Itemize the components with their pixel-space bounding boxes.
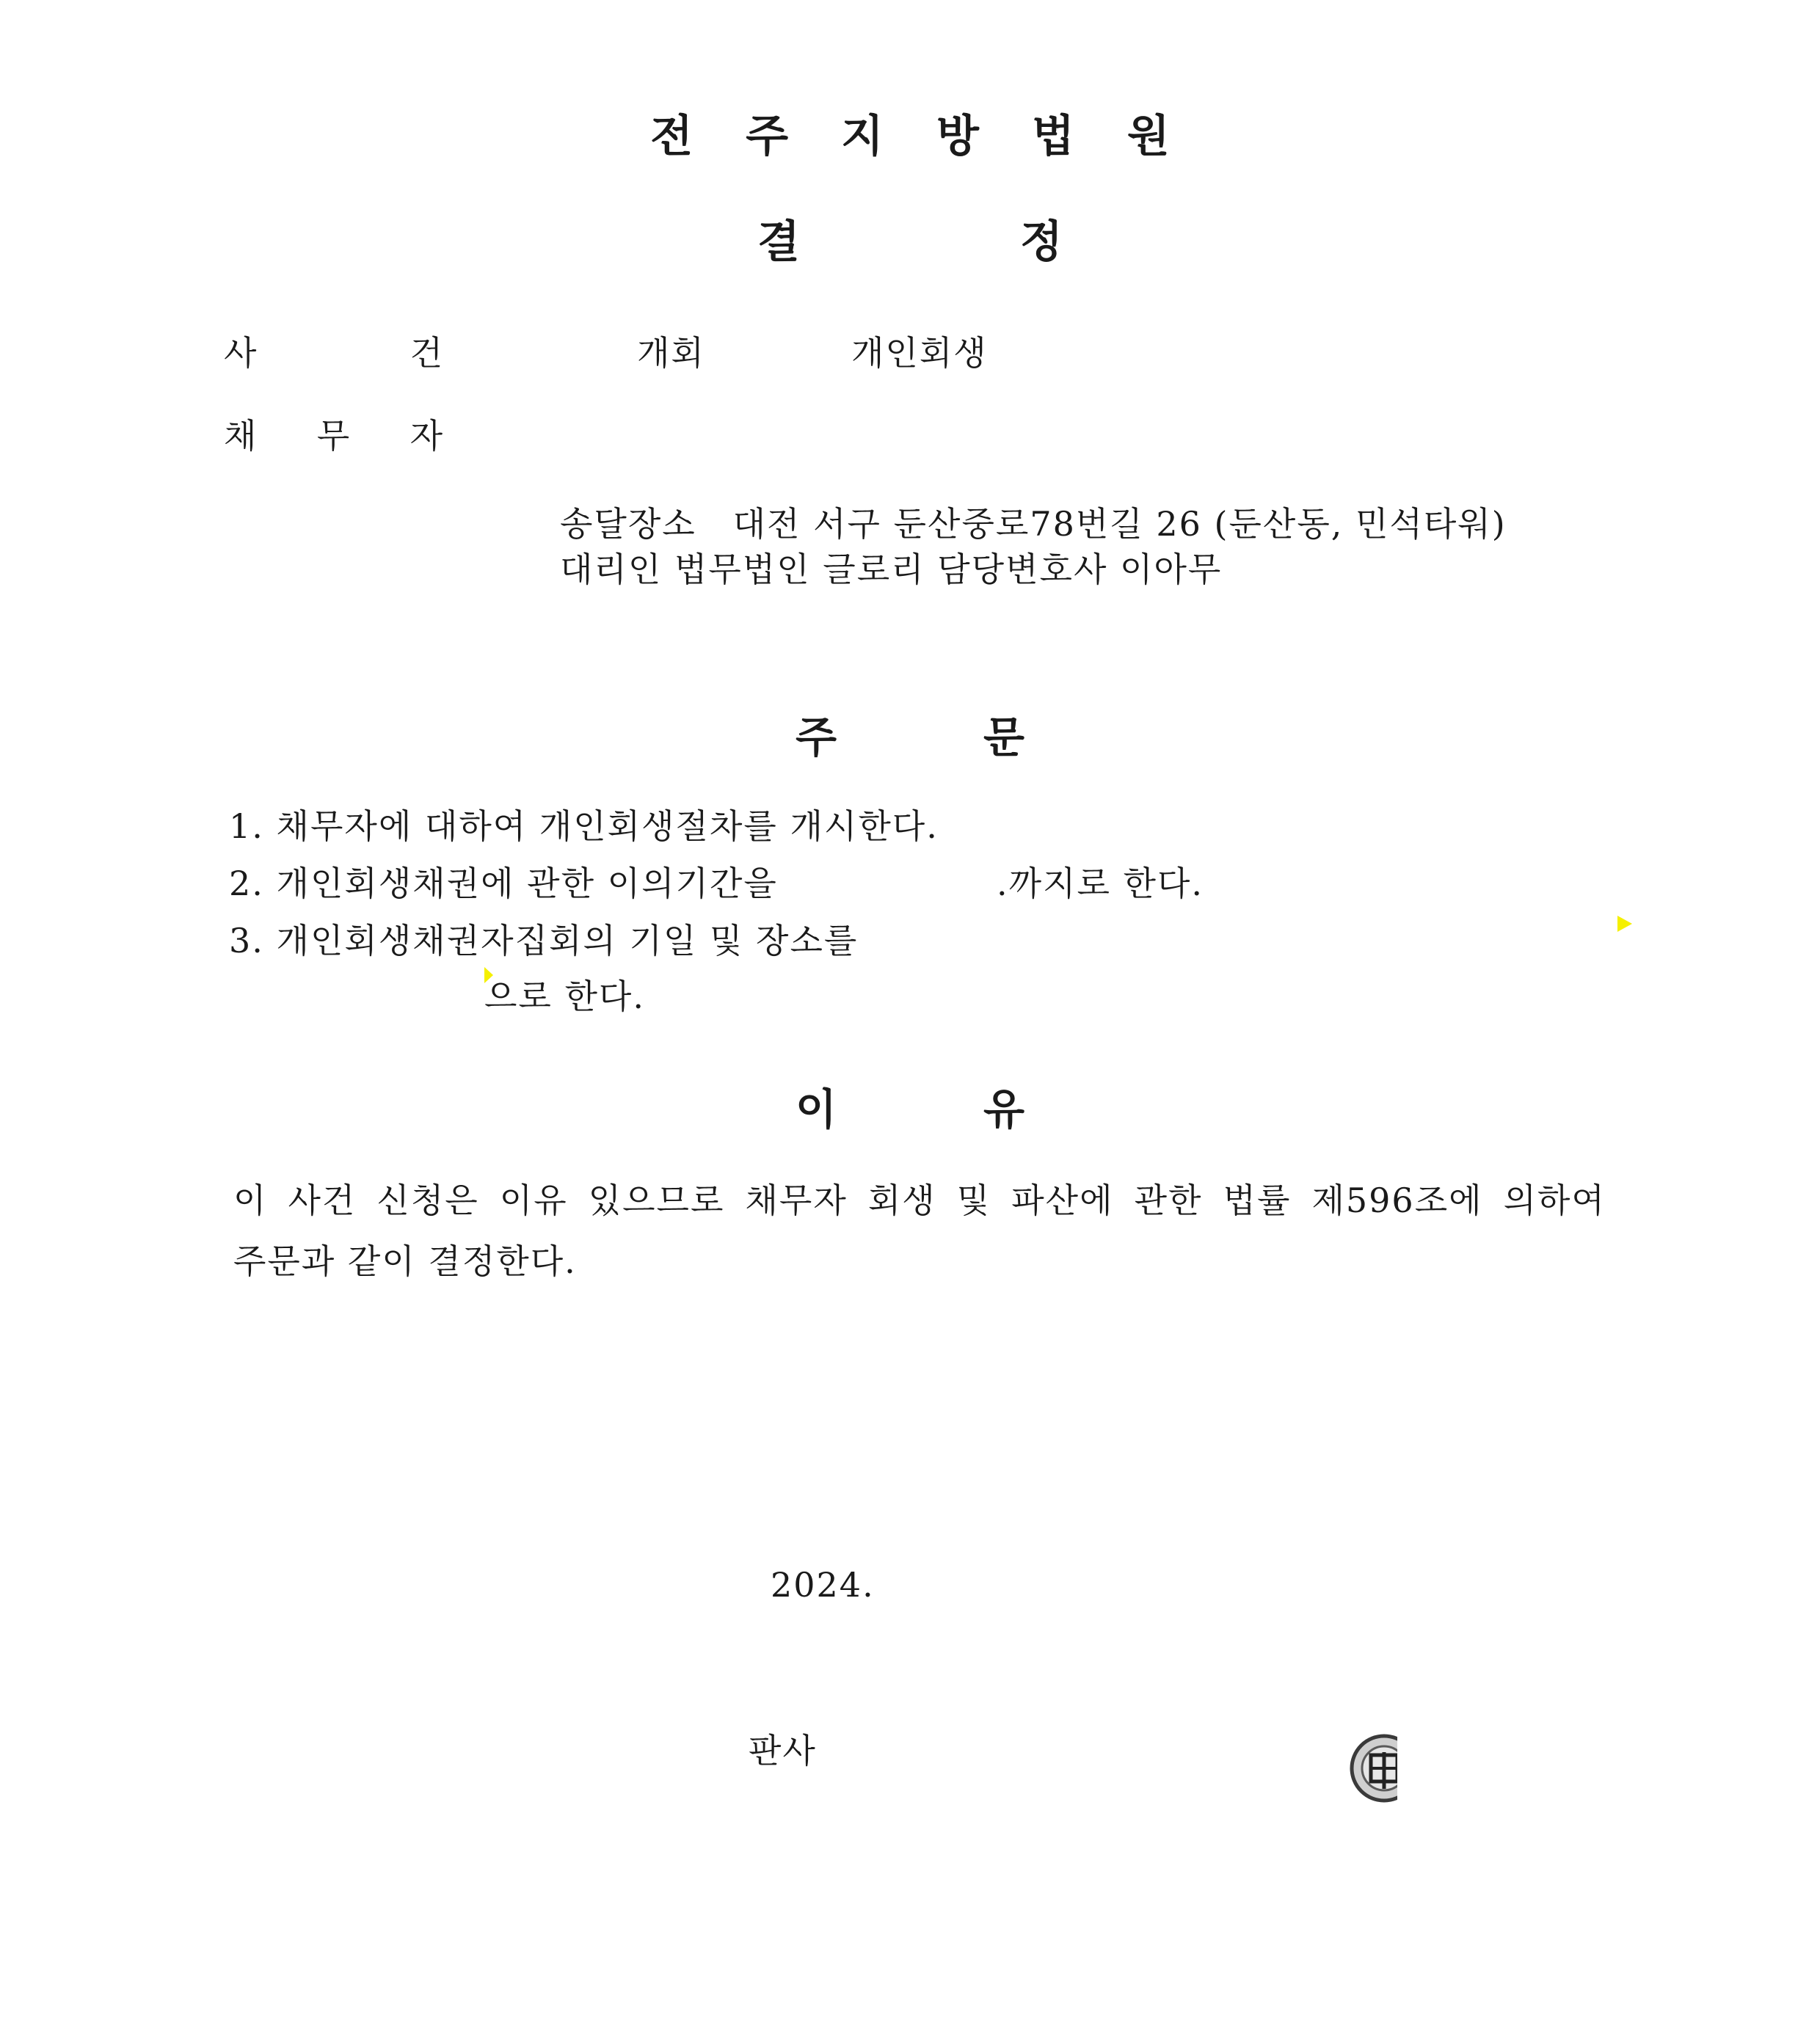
order-item-1: 1. 채무자에 대하여 개인회생절차를 개시한다. <box>229 806 939 846</box>
order-item-3: 3. 개인회생채권자집회의 기일 및 장소를 <box>229 921 859 960</box>
reason-word: 의하여 <box>1503 1181 1606 1220</box>
reason-line-2: 주문과 같이 결정한다. <box>233 1241 577 1281</box>
reason-word: 제596조에 <box>1311 1181 1483 1220</box>
case-type: 개회 <box>637 333 705 373</box>
official-seal-icon <box>1349 1732 1408 1805</box>
reason-word: 있으므로 <box>588 1181 725 1220</box>
debtor-label-char: 무 <box>316 416 352 456</box>
reason-word: 및 <box>956 1181 991 1220</box>
reason-word: 사건 <box>288 1181 357 1220</box>
order-item-2: 2. 개인회생채권에 관한 이의기간을 <box>229 864 778 903</box>
case-label-char: 건 <box>410 333 444 373</box>
judge-label: 판사 <box>749 1731 817 1770</box>
legal-agent: 대리인 법무법인 글로리 담당변호사 이아무 <box>560 550 1223 589</box>
highlight-mark-icon <box>1617 916 1632 932</box>
reason-word: 채무자 <box>745 1181 848 1220</box>
delivery-address: 송달장소 대전 서구 둔산중로78번길 26 (둔산동, 민석타워) <box>560 504 1507 544</box>
case-label-char: 사 <box>224 333 258 373</box>
debtor-label-char: 채 <box>224 416 258 456</box>
order-item-3-tail: 으로 한다. <box>484 977 645 1016</box>
case-label <box>224 327 444 375</box>
debtor-label-char: 자 <box>410 416 444 456</box>
court-title: 전주지방법원 <box>650 111 1223 162</box>
order-heading: 주문 <box>795 712 1172 762</box>
decision-date: 2024. <box>771 1565 875 1605</box>
reason-word: 이 <box>233 1181 268 1220</box>
reason-word: 신청은 <box>376 1181 479 1220</box>
order-item-2-tail: .까지로 한다. <box>997 864 1204 903</box>
reason-word: 이유 <box>499 1181 568 1220</box>
reason-word: 파산에 <box>1011 1181 1114 1220</box>
case-name: 개인회생 <box>851 333 988 373</box>
reason-word: 회생 <box>867 1181 936 1220</box>
highlight-mark-icon <box>484 967 499 983</box>
reason-word: 법률 <box>1223 1181 1292 1220</box>
debtor-label <box>224 409 444 458</box>
document-type-title: 결정 <box>757 216 1283 268</box>
reason-word: 관한 <box>1134 1181 1203 1220</box>
reason-heading: 이유 <box>795 1084 1172 1134</box>
reason-line-1 <box>233 1174 1606 1222</box>
